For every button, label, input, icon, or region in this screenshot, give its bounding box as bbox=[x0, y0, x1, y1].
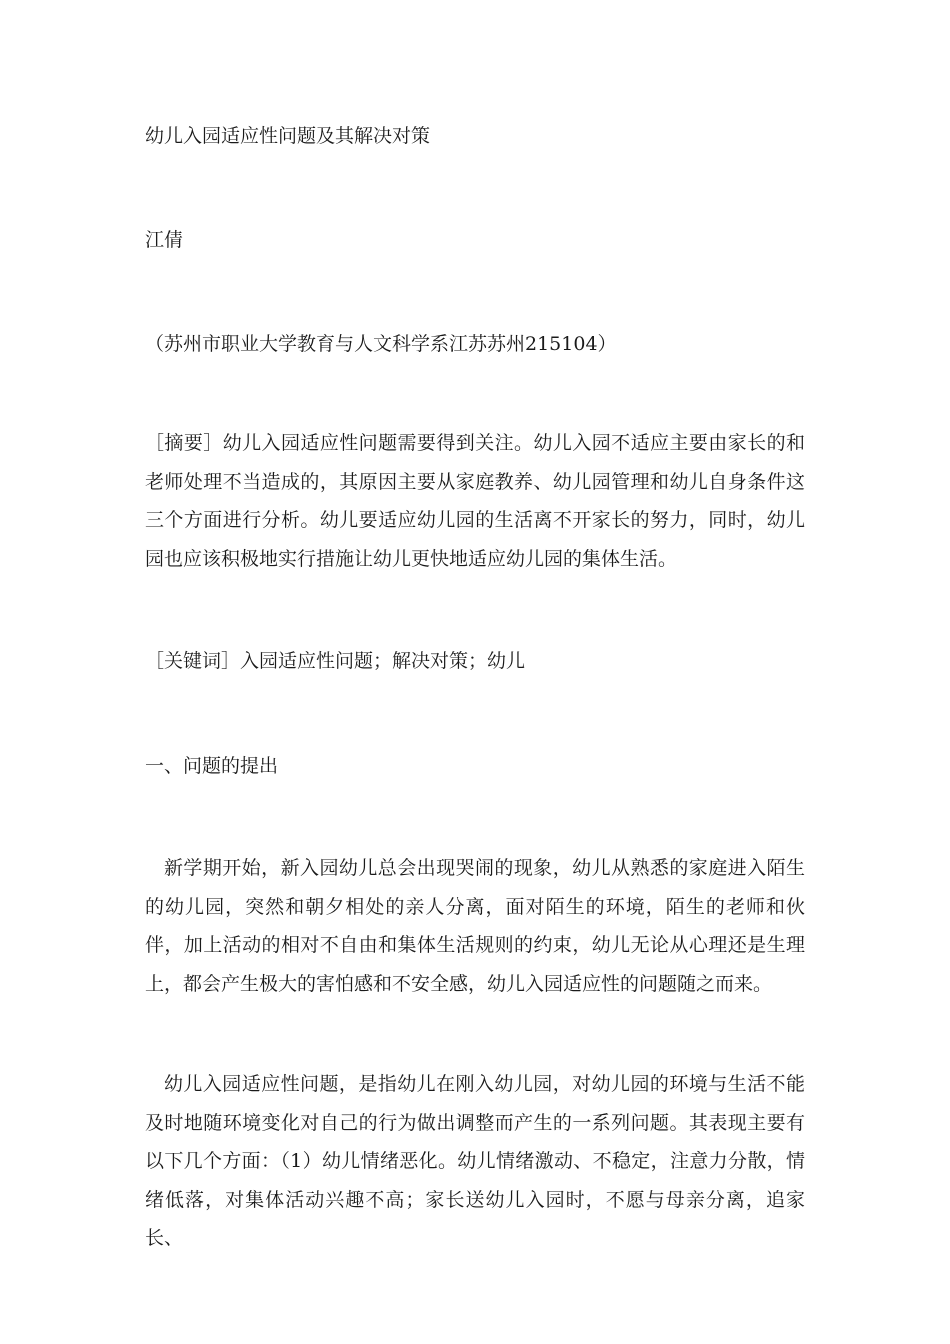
author-name: 江倩 bbox=[145, 229, 184, 251]
section-heading: 一、问题的提出 bbox=[145, 755, 279, 777]
body-paragraph-1: 新学期开始，新入园幼儿总会出现哭闹的现象，幼儿从熟悉的家庭进入陌生的幼儿园，突然和朝夕相处的亲人分离，面对陌生的环境，陌生的老师和伙伴，加上活动的相对不自由和集体生活规则的约束，幼儿无论从心理还是生理上，都会产生极大的害怕感和不安全感，幼儿入园适应性的问题随之而来。 bbox=[145, 857, 805, 995]
author-affiliation: （苏州市职业大学教育与人文科学系江苏苏州215104） bbox=[145, 333, 617, 355]
document-title: 幼儿入园适应性问题及其解决对策 bbox=[145, 125, 431, 147]
keywords-line: ［关键词］入园适应性问题；解决对策；幼儿 bbox=[145, 650, 526, 672]
body-paragraph-2: 幼儿入园适应性问题，是指幼儿在刚入幼儿园，对幼儿园的环境与生活不能及时地随环境变化对自己的行为做出调整而产生的一系列问题。其表现主要有以下几个方面：（1）幼儿情绪恶化。幼儿情绪激动、不稳定，注意力分散，情绪低落，对集体活动兴趣不高；家长送幼儿入园时，不愿与母亲分离，追家长、 bbox=[145, 1073, 805, 1249]
abstract-paragraph: ［摘要］幼儿入园适应性问题需要得到关注。幼儿入园不适应主要由家长的和老师处理不当造成的，其原因主要从家庭教养、幼儿园管理和幼儿自身条件这三个方面进行分析。幼儿要适应幼儿园的生活离不开家长的努力，同时，幼儿园也应该积极地实行措施让幼儿更快地适应幼儿园的集体生活。 bbox=[145, 432, 805, 570]
